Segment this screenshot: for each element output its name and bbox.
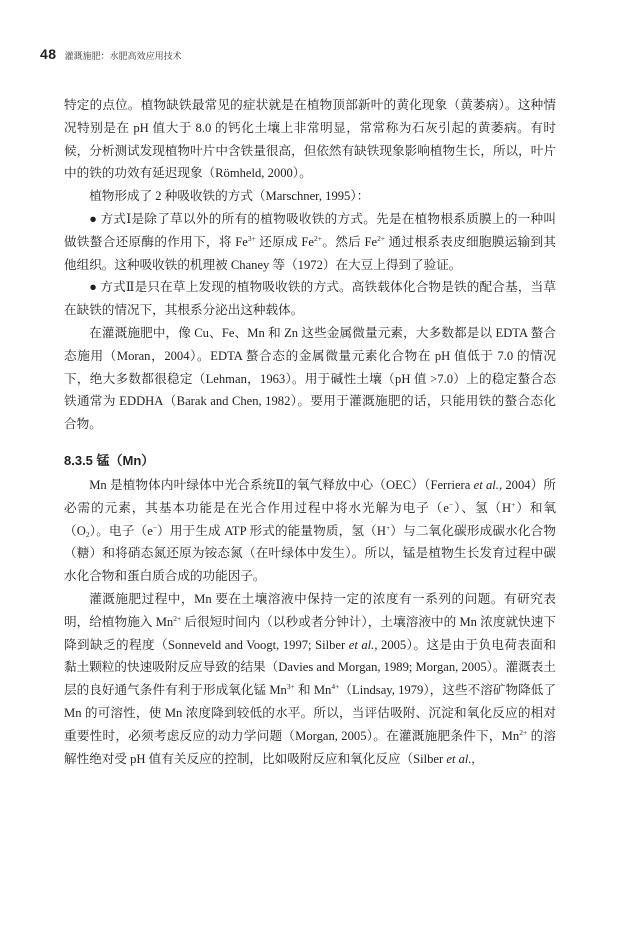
superscript: 2+	[519, 727, 528, 737]
text-run: （Lindsay, 1979），这些不溶矿物降低了 Mn 的可溶性，使 Mn 浓度降到较低的水平。所以，当评估吸附、沉淀和氧化反应的相对重要性时，必须考虑反应的动力学问题（Morgan, 2005）。在灌溉施肥条件下，Mn	[64, 683, 556, 743]
text-run: 灌溉施肥过程中，Mn 要在土壤溶液中保持一定的浓度有一系列的问题。有研究表明，给植物施入 Mn	[64, 591, 556, 629]
superscript: 4+	[331, 682, 340, 692]
superscript: 2+	[314, 233, 323, 243]
section-heading-manganese: 8.3.5 锰（Mn）	[64, 452, 155, 468]
superscript: 3+	[286, 682, 295, 692]
superscript: 2+	[173, 613, 182, 623]
text-run: 通过根系表皮细胞膜运输到其他组织。这种吸收铁的机理被 Chaney 等（1972）在大豆上得到了验证。	[64, 234, 556, 272]
page-number: 48	[40, 46, 57, 62]
italic-run: et al.	[446, 751, 472, 766]
paragraph-strategy-one	[64, 208, 556, 276]
superscript: +	[511, 499, 516, 509]
running-header	[40, 46, 600, 64]
superscript: −	[448, 499, 454, 509]
text-run: ,	[471, 751, 475, 766]
text-run: ）。电子（e	[89, 523, 153, 538]
body-text	[64, 94, 556, 770]
text-run: 。然后 Fe	[322, 234, 378, 249]
superscript: 2+	[377, 233, 386, 243]
paragraph-iron-symptoms: 特定的点位。植物缺铁最常见的症状就是在植物顶部新叶的黄化现象（黄萎病）。这种情况特别是在 pH 值大于 8.0 的钙化土壤上非常明显，常常称为石灰引起的黄萎病。有时候，分析测试发现植物叶片中含铁量很高，但依然有缺铁现象影响植物生长，所以，叶片中的铁的功效有延迟现象（Römheld, 2000）。	[64, 98, 556, 181]
text-run: 的溶解性绝对受 pH 值有关反应的控制，比如吸附反应和氧化反应（Silber	[64, 728, 557, 766]
text-run: 后很短时间内（以秒或者分钟计），土壤溶液中的 Mn 浓度就快速下降到缺乏的程度（Sonneveld and Voogt, 1997; Silber	[64, 614, 556, 652]
paragraph-strategy-two: ● 方式Ⅱ是只在草上发现的植物吸收铁的方式。高铁载体化合物是铁的配合基，当草在缺铁的情况下，其根系分泌出这种载体。	[64, 280, 556, 318]
paragraph-manganese-fertigation	[64, 588, 556, 770]
superscript: −	[152, 522, 158, 532]
superscript: +	[386, 522, 391, 532]
italic-run: et al.	[473, 477, 499, 492]
text-run: , 2004）所必需的元素，其基本功能是在光合作用过程中将水光解为电子（e	[64, 477, 557, 515]
text-run: 和 Mn	[294, 683, 332, 698]
book-title: 灌溉施肥：水肥高效应用技术	[64, 52, 182, 62]
text-run: ）、氢（H	[453, 500, 512, 515]
italic-run: et al.	[348, 637, 375, 652]
text-run: 还原成 Fe	[255, 234, 315, 249]
superscript: 3+	[247, 233, 256, 243]
paragraph-iron-uptake-intro: 植物形成了 2 种吸收铁的方式（Marschner, 1995）：	[89, 189, 370, 204]
text-run: ）和氧（O	[64, 500, 557, 538]
text-run: ）与二氧化碳形成碳水化合物（糖）和将硝态氮还原为铵态氮（在叶绿体中发生）。所以，锰是植物生长发育过程中碳水化合物和蛋白质合成的功能因子。	[64, 523, 556, 584]
text-run: , 2005）。这是由于负电荷表面和黏土颗粒的快速吸附反应导致的结果（Davies and Morgan, 1989; Morgan, 2005）。灌溉表土层的良好通气条件有利于形成氧化锰 Mn	[64, 637, 556, 698]
paragraph-manganese-function	[64, 474, 556, 588]
text-run: ）用于生成 ATP 形式的能量物质，氢（H	[157, 523, 387, 538]
text-run: ● 方式Ⅰ是除了草以外的所有的植物吸收铁的方式。先是在植物根系质膜上的一种叫做铁螯合还原酶的作用下，将 Fe	[64, 211, 556, 249]
text-run: Mn 是植物体内叶绿体中光合系统Ⅱ的氧气释放中心（OEC）（Ferriera	[89, 477, 474, 492]
paragraph-chelates: 在灌溉施肥中，像 Cu、Fe、Mn 和 Zn 这些金属微量元素，大多数都是以 EDTA 螯合态施用（Moran，2004）。EDTA 螯合态的金属微量元素化合物在 pH 值低于 7.0 的情况下，绝大多数都很稳定（Lehman，1963）。用于碱性土壤（pH 值 >7.0）上的稳定螯合态铁通常为 EDDHA（Barak and Chen, 1982）。要用于灌溉施肥的话，只能用铁的螯合态化合物。	[64, 325, 556, 432]
subscript: 2	[85, 529, 90, 539]
